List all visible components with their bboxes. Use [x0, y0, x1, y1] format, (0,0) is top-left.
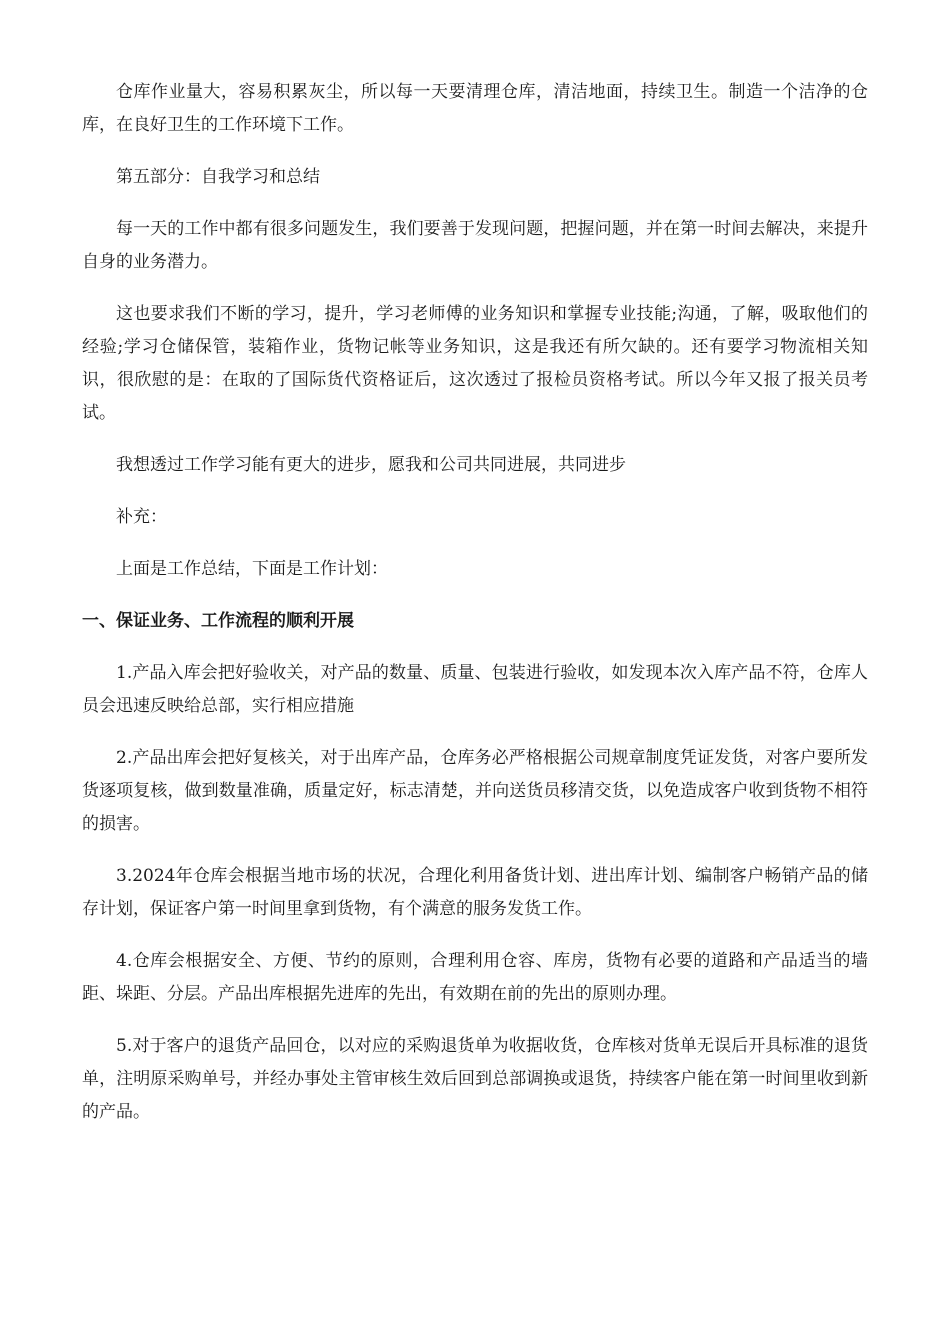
paragraph-progress-wish: 我想透过工作学习能有更大的进步，愿我和公司共同进展，共同进步: [116, 455, 626, 475]
paragraph-transition: 上面是工作总结，下面是工作计划：: [116, 559, 388, 579]
document-body: [82, 76, 868, 1148]
section-title-self-study: 第五部分：自我学习和总结: [116, 167, 320, 187]
paragraph-problem-solving: 每一天的工作中都有很多问题发生，我们要善于发现问题，把握问题，并在第一时间去解决，来提升自身的业务潜力。: [82, 219, 868, 272]
paragraph-warehouse-cleaning: 仓库作业量大，容易积累灰尘，所以每一天要清理仓库，清洁地面，持续卫生。制造一个洁净的仓库，在良好卫生的工作环境下工作。: [82, 82, 868, 135]
plan-item-5: 5.对于客户的退货产品回仓，以对应的采购退货单为收据收货，仓库核对货单无误后开具标准的退货单，注明原采购单号，并经办事处主管审核生效后回到总部调换或退货，持续客户能在第一时间里收到新的产品。: [82, 1036, 868, 1122]
section-heading-workflow: 一、保证业务、工作流程的顺利开展: [82, 611, 354, 631]
paragraph-supplement-label: 补充：: [116, 507, 167, 527]
plan-item-1: 1.产品入库会把好验收关，对产品的数量、质量、包装进行验收，如发现本次入库产品不符，仓库人员会迅速反映给总部，实行相应措施: [82, 663, 868, 716]
paragraph-continuous-learning: 这也要求我们不断的学习，提升，学习老师傅的业务知识和掌握专业技能;沟通，了解，吸取他们的经验;学习仓储保管，装箱作业，货物记帐等业务知识，这是我还有所欠缺的。还有要学习物流相关知识，很欣慰的是：在取的了国际货代资格证后，这次透过了报检员资格考试。所以今年又报了报关员考试。: [82, 304, 868, 423]
plan-item-2: 2.产品出库会把好复核关，对于出库产品，仓库务必严格根据公司规章制度凭证发货，对客户要所发货逐项复核，做到数量准确，质量定好，标志清楚，并向送货员移清交货，以免造成客户收到货物不相符的损害。: [82, 748, 868, 834]
plan-item-3: 3.2024年仓库会根据当地市场的状况，合理化利用备货计划、进出库计划、编制客户畅销产品的储存计划，保证客户第一时间里拿到货物，有个满意的服务发货工作。: [82, 866, 868, 919]
plan-item-4: 4.仓库会根据安全、方便、节约的原则，合理利用仓容、库房，货物有必要的道路和产品适当的墙距、垛距、分层。产品出库根据先进库的先出，有效期在前的先出的原则办理。: [82, 951, 868, 1004]
